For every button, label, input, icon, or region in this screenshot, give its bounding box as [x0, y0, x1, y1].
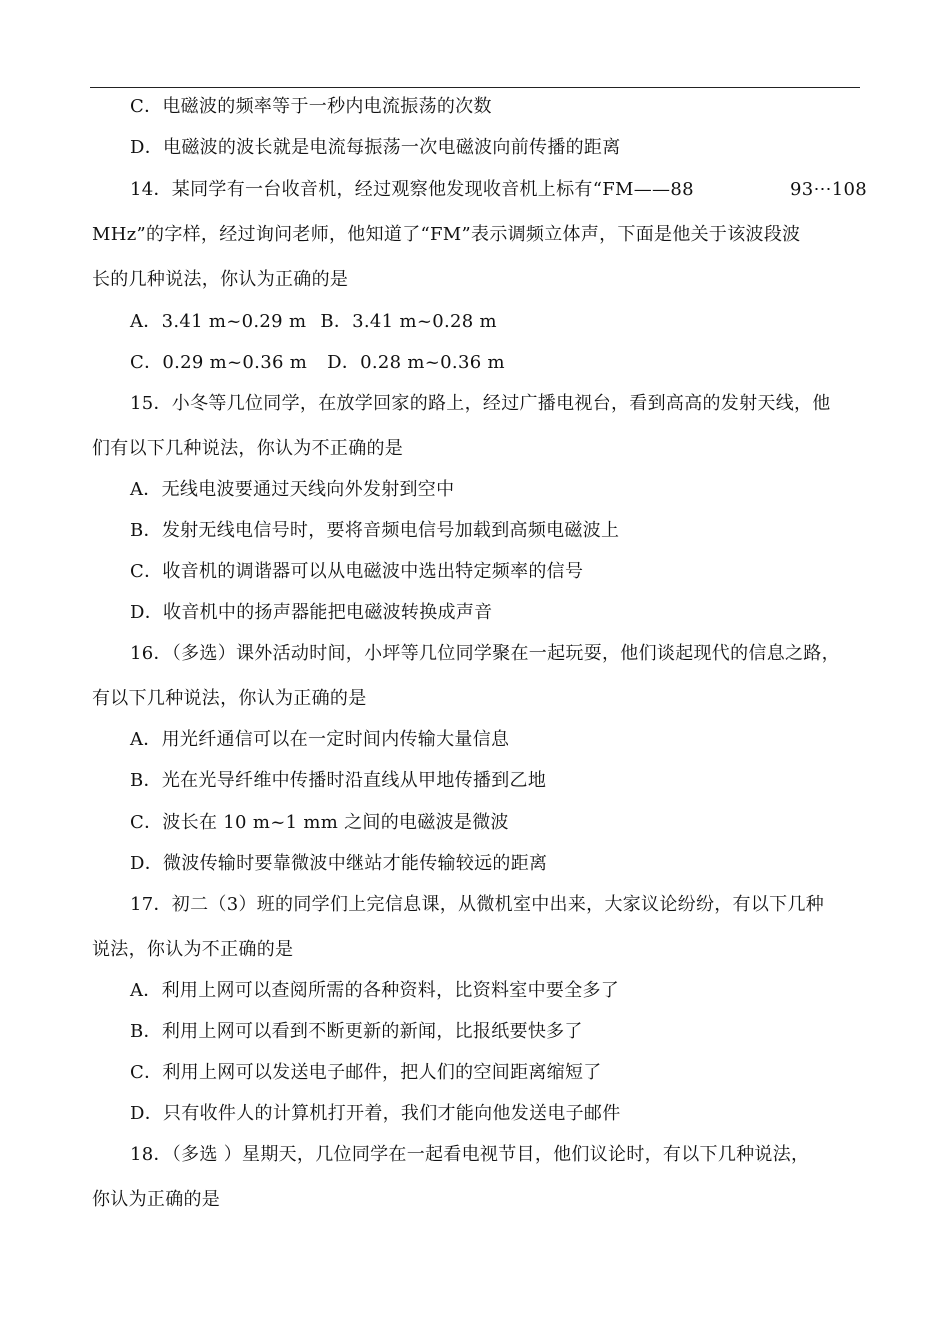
q13-option-d: D．电磁波的波长就是电流每振荡一次电磁波向前传播的距离 — [130, 137, 621, 158]
q16-option-b: B．光在光导纤维中传播时沿直线从甲地传播到乙地 — [130, 770, 547, 791]
q14-options-cd — [130, 350, 505, 376]
q14-options-ab — [130, 309, 497, 335]
q17-option-d: D．只有收件人的计算机打开着，我们才能向他发送电子邮件 — [130, 1103, 621, 1124]
q14-stem-line1-frequency: 93⋯108 — [790, 179, 868, 200]
q14-stem-line1: 14．某同学有一台收音机，经过观察他发现收音机上标有“FM——88 — [130, 179, 694, 200]
q18-stem-line1: 18．（多选 ）星期天，几位同学在一起看电视节目，他们议论时，有以下几种说法， — [130, 1144, 810, 1165]
q15-option-d: D．收音机中的扬声器能把电磁波转换成声音 — [130, 602, 493, 623]
q13-option-c: C．电磁波的频率等于一秒内电流振荡的次数 — [130, 96, 492, 117]
q15-option-b: B．发射无线电信号时，要将音频电信号加载到高频电磁波上 — [130, 520, 620, 541]
q15-stem-line2: 们有以下几种说法，你认为不正确的是 — [92, 438, 404, 459]
q15-option-c: C．收音机的调谐器可以从电磁波中选出特定频率的信号 — [130, 561, 584, 582]
q15-stem-line1: 15．小冬等几位同学，在放学回家的路上，经过广播电视台，看到高高的发射天线，他 — [130, 393, 831, 414]
q14-stem-line3: 长的几种说法，你认为正确的是 — [92, 269, 349, 290]
q14-option-c: C．0.29 m~0.36 m — [130, 352, 308, 373]
q16-stem-line2: 有以下几种说法，你认为正确的是 — [92, 688, 367, 709]
q17-stem-line2: 说法，你认为不正确的是 — [92, 939, 294, 960]
q17-option-a: A．利用上网可以查阅所需的各种资料，比资料室中要全多了 — [130, 980, 620, 1001]
q14-option-b: B．3.41 m~0.28 m — [320, 311, 497, 332]
q14-option-a: A．3.41 m~0.29 m — [130, 311, 307, 332]
q14-option-d: D．0.28 m~0.36 m — [327, 352, 505, 373]
q16-option-d: D．微波传输时要靠微波中继站才能传输较远的距离 — [130, 853, 548, 874]
q15-option-a: A．无线电波要通过天线向外发射到空中 — [130, 479, 455, 500]
q17-option-b: B．利用上网可以看到不断更新的新闻，比报纸要快多了 — [130, 1021, 583, 1042]
q17-option-c: C．利用上网可以发送电子邮件，把人们的空间距离缩短了 — [130, 1062, 602, 1083]
q14-stem-line2: MHz”的字样，经过询问老师，他知道了“FM”表示调频立体声，下面是他关于该波段波 — [92, 224, 801, 245]
q17-stem-line1: 17．初二（3）班的同学们上完信息课，从微机室中出来，大家议论纷纷，有以下几种 — [130, 894, 825, 915]
q16-stem-line1: 16．（多选）课外活动时间，小坪等几位同学聚在一起玩耍，他们谈起现代的信息之路， — [130, 643, 840, 664]
header-rule — [90, 87, 860, 88]
q16-option-a: A．用光纤通信可以在一定时间内传输大量信息 — [130, 729, 510, 750]
q18-stem-line2: 你认为正确的是 — [92, 1189, 221, 1210]
q16-option-c: C．波长在 10 m~1 mm 之间的电磁波是微波 — [130, 812, 509, 833]
